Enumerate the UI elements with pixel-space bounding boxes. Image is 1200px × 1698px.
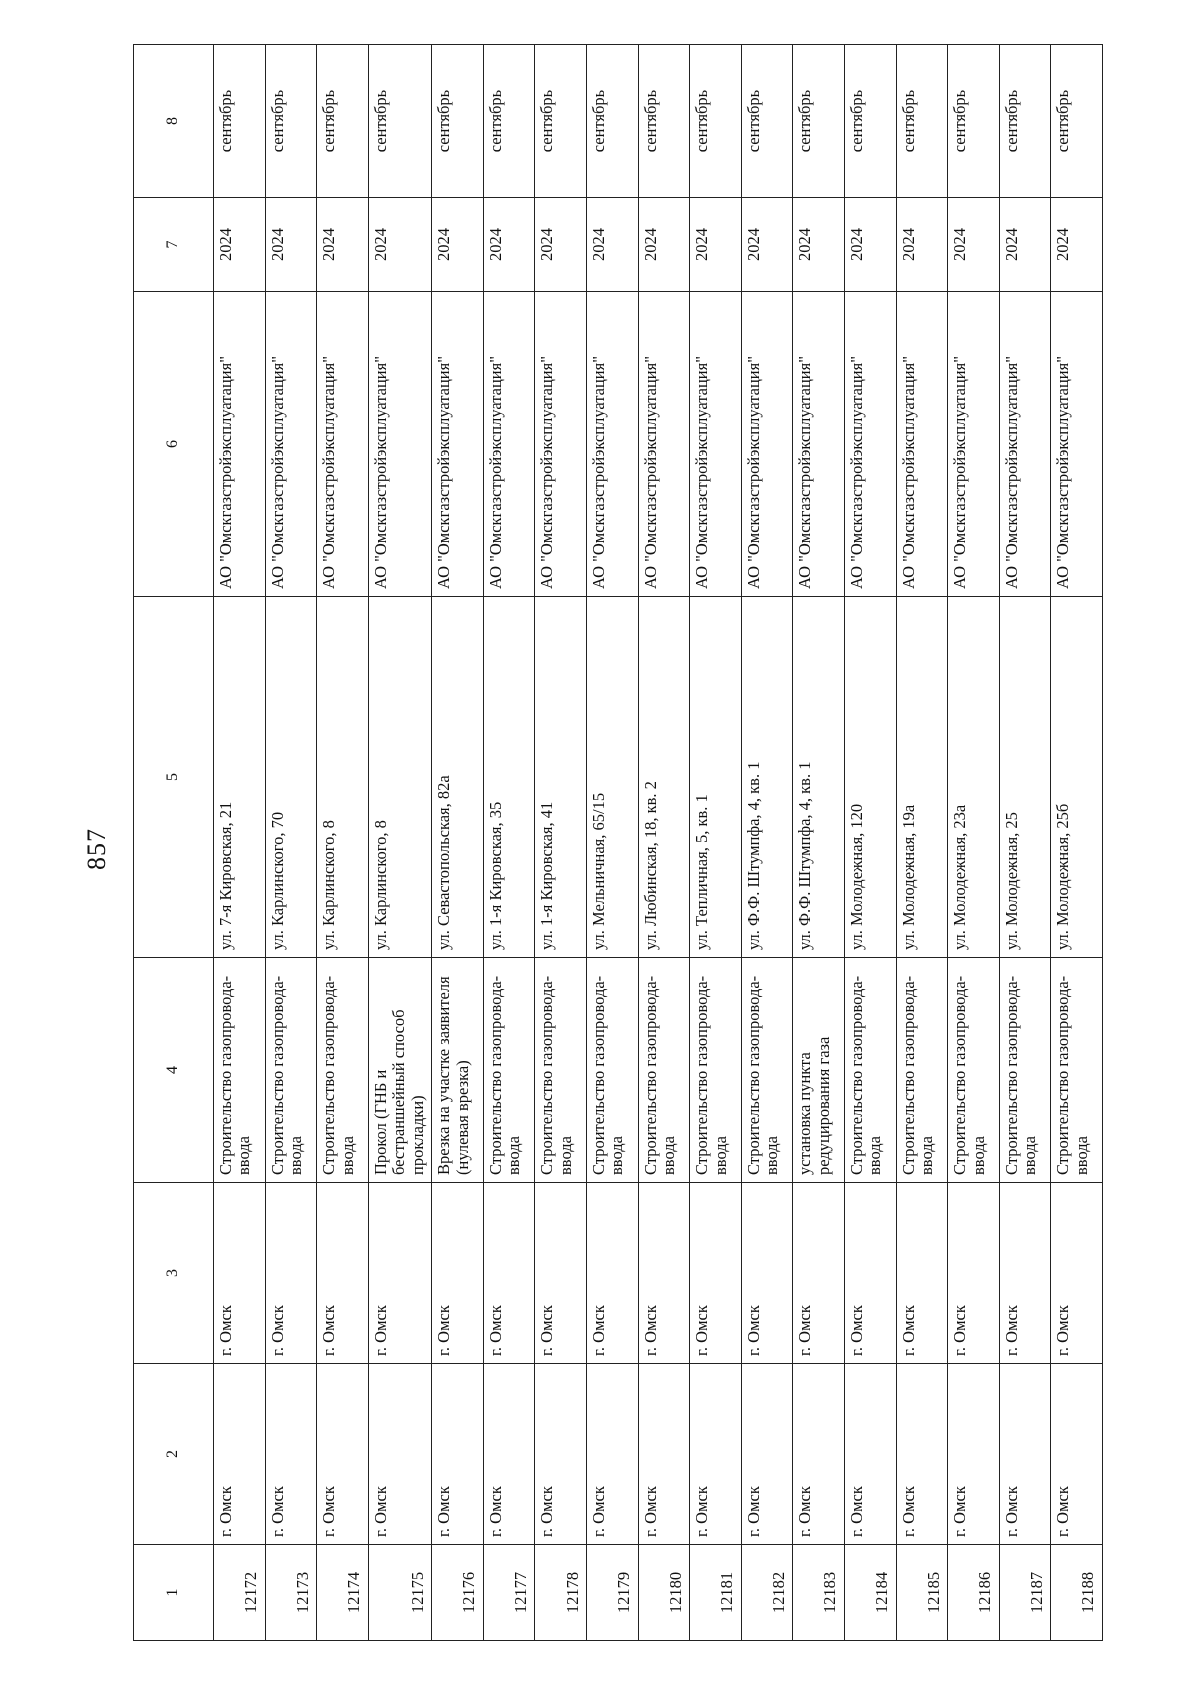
year-cell: 2024 <box>265 198 317 292</box>
work-type-cell: Строительство газопровода-ввода <box>586 958 638 1183</box>
month-cell: сентябрь <box>432 45 484 198</box>
work-type-cell: Строительство газопровода-ввода <box>317 958 369 1183</box>
month-cell: сентябрь <box>999 45 1051 198</box>
month-cell: сентябрь <box>214 45 266 198</box>
year-cell: 2024 <box>214 198 266 292</box>
year-cell: 2024 <box>741 198 793 292</box>
work-type-cell: Строительство газопровода-ввода <box>1051 958 1103 1183</box>
district-cell: г. Омск <box>690 1364 742 1545</box>
settlement-cell: г. Омск <box>999 1183 1051 1364</box>
district-cell: г. Омск <box>535 1364 587 1545</box>
row-number-cell: 12184 <box>844 1545 896 1641</box>
work-type-cell: Прокол (ГНБ и бестраншейный способ прокладки) <box>368 958 431 1183</box>
table-row <box>896 45 948 1641</box>
organization-cell: АО "Омскгазстройэксплуатация" <box>483 292 535 597</box>
column-header: 4 <box>134 958 214 1183</box>
row-number-cell: 12183 <box>793 1545 845 1641</box>
table-row <box>432 45 484 1641</box>
work-type-cell: Строительство газопровода-ввода <box>265 958 317 1183</box>
row-number-cell: 12187 <box>999 1545 1051 1641</box>
month-cell: сентябрь <box>690 45 742 198</box>
settlement-cell: г. Омск <box>535 1183 587 1364</box>
address-cell: ул. Молодежная, 25б <box>1051 597 1103 958</box>
address-cell: ул. 1-я Кировская, 41 <box>535 597 587 958</box>
year-cell: 2024 <box>483 198 535 292</box>
settlement-cell: г. Омск <box>638 1183 690 1364</box>
district-cell: г. Омск <box>638 1364 690 1545</box>
month-cell: сентябрь <box>535 45 587 198</box>
year-cell: 2024 <box>317 198 369 292</box>
address-cell: ул. Мельничная, 65/15 <box>586 597 638 958</box>
row-number-cell: 12179 <box>586 1545 638 1641</box>
district-cell: г. Омск <box>844 1364 896 1545</box>
organization-cell: АО "Омскгазстройэксплуатация" <box>1051 292 1103 597</box>
year-cell: 2024 <box>1051 198 1103 292</box>
month-cell: сентябрь <box>483 45 535 198</box>
district-cell: г. Омск <box>741 1364 793 1545</box>
month-cell: сентябрь <box>265 45 317 198</box>
address-cell: ул. Молодежная, 25 <box>999 597 1051 958</box>
row-number-cell: 12173 <box>265 1545 317 1641</box>
settlement-cell: г. Омск <box>1051 1183 1103 1364</box>
organization-cell: АО "Омскгазстройэксплуатация" <box>690 292 742 597</box>
column-header: 5 <box>134 597 214 958</box>
organization-cell: АО "Омскгазстройэксплуатация" <box>638 292 690 597</box>
year-cell: 2024 <box>368 198 431 292</box>
year-cell: 2024 <box>948 198 1000 292</box>
table-row <box>690 45 742 1641</box>
work-type-cell: Строительство газопровода-ввода <box>999 958 1051 1183</box>
month-cell: сентябрь <box>317 45 369 198</box>
settlement-cell: г. Омск <box>432 1183 484 1364</box>
table-row <box>317 45 369 1641</box>
work-type-cell: Строительство газопровода-ввода <box>214 958 266 1183</box>
district-cell: г. Омск <box>586 1364 638 1545</box>
row-number-cell: 12188 <box>1051 1545 1103 1641</box>
column-header: 1 <box>134 1545 214 1641</box>
settlement-cell: г. Омск <box>896 1183 948 1364</box>
address-cell: ул. Тепличная, 5, кв. 1 <box>690 597 742 958</box>
table-row <box>265 45 317 1641</box>
organization-cell: АО "Омскгазстройэксплуатация" <box>432 292 484 597</box>
address-cell: ул. Молодежная, 120 <box>844 597 896 958</box>
year-cell: 2024 <box>896 198 948 292</box>
settlement-cell: г. Омск <box>317 1183 369 1364</box>
work-type-cell: установка пункта редуцирования газа <box>793 958 845 1183</box>
row-number-cell: 12180 <box>638 1545 690 1641</box>
table-row <box>214 45 266 1641</box>
district-cell: г. Омск <box>1051 1364 1103 1545</box>
organization-cell: АО "Омскгазстройэксплуатация" <box>999 292 1051 597</box>
row-number-cell: 12186 <box>948 1545 1000 1641</box>
page-number: 857 <box>82 828 111 870</box>
year-cell: 2024 <box>586 198 638 292</box>
district-cell: г. Омск <box>896 1364 948 1545</box>
district-cell: г. Омск <box>214 1364 266 1545</box>
year-cell: 2024 <box>793 198 845 292</box>
address-cell: ул. Ф.Ф. Штумпфа, 4, кв. 1 <box>793 597 845 958</box>
month-cell: сентябрь <box>586 45 638 198</box>
district-cell: г. Омск <box>999 1364 1051 1545</box>
work-type-cell: Строительство газопровода-ввода <box>535 958 587 1183</box>
work-type-cell: Строительство газопровода-ввода <box>948 958 1000 1183</box>
address-cell: ул. Севастопольская, 82а <box>432 597 484 958</box>
table-row <box>793 45 845 1641</box>
row-number-cell: 12174 <box>317 1545 369 1641</box>
year-cell: 2024 <box>432 198 484 292</box>
month-cell: сентябрь <box>948 45 1000 198</box>
table-row <box>1051 45 1103 1641</box>
district-cell: г. Омск <box>432 1364 484 1545</box>
district-cell: г. Омск <box>948 1364 1000 1545</box>
organization-cell: АО "Омскгазстройэксплуатация" <box>948 292 1000 597</box>
organization-cell: АО "Омскгазстройэксплуатация" <box>317 292 369 597</box>
settlement-cell: г. Омск <box>844 1183 896 1364</box>
settlement-cell: г. Омск <box>690 1183 742 1364</box>
address-cell: ул. 7-я Кировская, 21 <box>214 597 266 958</box>
row-number-cell: 12178 <box>535 1545 587 1641</box>
district-cell: г. Омск <box>368 1364 431 1545</box>
year-cell: 2024 <box>844 198 896 292</box>
address-cell: ул. Молодежная, 19а <box>896 597 948 958</box>
data-table <box>133 44 1103 1641</box>
work-type-cell: Строительство газопровода-ввода <box>483 958 535 1183</box>
organization-cell: АО "Омскгазстройэксплуатация" <box>741 292 793 597</box>
settlement-cell: г. Омск <box>793 1183 845 1364</box>
year-cell: 2024 <box>999 198 1051 292</box>
month-cell: сентябрь <box>844 45 896 198</box>
work-type-cell: Строительство газопровода-ввода <box>844 958 896 1183</box>
month-cell: сентябрь <box>793 45 845 198</box>
organization-cell: АО "Омскгазстройэксплуатация" <box>896 292 948 597</box>
work-type-cell: Строительство газопровода-ввода <box>690 958 742 1183</box>
organization-cell: АО "Омскгазстройэксплуатация" <box>265 292 317 597</box>
work-type-cell: Строительство газопровода-ввода <box>896 958 948 1183</box>
work-type-cell: Строительство газопровода-ввода <box>638 958 690 1183</box>
address-cell: ул. Карлинского, 70 <box>265 597 317 958</box>
settlement-cell: г. Омск <box>586 1183 638 1364</box>
row-number-cell: 12177 <box>483 1545 535 1641</box>
table-row <box>586 45 638 1641</box>
column-header: 2 <box>134 1364 214 1545</box>
header-row <box>134 45 214 1641</box>
organization-cell: АО "Омскгазстройэксплуатация" <box>586 292 638 597</box>
table-row <box>483 45 535 1641</box>
organization-cell: АО "Омскгазстройэксплуатация" <box>368 292 431 597</box>
row-number-cell: 12172 <box>214 1545 266 1641</box>
table-row <box>948 45 1000 1641</box>
district-cell: г. Омск <box>483 1364 535 1545</box>
year-cell: 2024 <box>535 198 587 292</box>
organization-cell: АО "Омскгазстройэксплуатация" <box>214 292 266 597</box>
address-cell: ул. Карлинского, 8 <box>317 597 369 958</box>
table-row <box>535 45 587 1641</box>
address-cell: ул. Ф.Ф. Штумпфа, 4, кв. 1 <box>741 597 793 958</box>
row-number-cell: 12181 <box>690 1545 742 1641</box>
month-cell: сентябрь <box>1051 45 1103 198</box>
settlement-cell: г. Омск <box>214 1183 266 1364</box>
column-header: 6 <box>134 292 214 597</box>
address-cell: ул. Любинская, 18, кв. 2 <box>638 597 690 958</box>
organization-cell: АО "Омскгазстройэксплуатация" <box>535 292 587 597</box>
work-type-cell: Врезка на участке заявителя (нулевая врезка) <box>432 958 484 1183</box>
month-cell: сентябрь <box>896 45 948 198</box>
address-cell: ул. Молодежная, 23а <box>948 597 1000 958</box>
year-cell: 2024 <box>690 198 742 292</box>
table-row <box>368 45 431 1641</box>
month-cell: сентябрь <box>368 45 431 198</box>
settlement-cell: г. Омск <box>483 1183 535 1364</box>
settlement-cell: г. Омск <box>265 1183 317 1364</box>
table-row <box>999 45 1051 1641</box>
settlement-cell: г. Омск <box>368 1183 431 1364</box>
address-cell: ул. 1-я Кировская, 35 <box>483 597 535 958</box>
row-number-cell: 12185 <box>896 1545 948 1641</box>
settlement-cell: г. Омск <box>741 1183 793 1364</box>
row-number-cell: 12182 <box>741 1545 793 1641</box>
month-cell: сентябрь <box>638 45 690 198</box>
organization-cell: АО "Омскгазстройэксплуатация" <box>793 292 845 597</box>
month-cell: сентябрь <box>741 45 793 198</box>
column-header: 8 <box>134 45 214 198</box>
column-header: 7 <box>134 198 214 292</box>
settlement-cell: г. Омск <box>948 1183 1000 1364</box>
address-cell: ул. Карлинского, 8 <box>368 597 431 958</box>
row-number-cell: 12175 <box>368 1545 431 1641</box>
district-cell: г. Омск <box>317 1364 369 1545</box>
table-row <box>741 45 793 1641</box>
year-cell: 2024 <box>638 198 690 292</box>
district-cell: г. Омск <box>265 1364 317 1545</box>
work-type-cell: Строительство газопровода-ввода <box>741 958 793 1183</box>
row-number-cell: 12176 <box>432 1545 484 1641</box>
table-body <box>214 45 1103 1641</box>
table-row <box>844 45 896 1641</box>
table-row <box>638 45 690 1641</box>
column-header: 3 <box>134 1183 214 1364</box>
district-cell: г. Омск <box>793 1364 845 1545</box>
organization-cell: АО "Омскгазстройэксплуатация" <box>844 292 896 597</box>
